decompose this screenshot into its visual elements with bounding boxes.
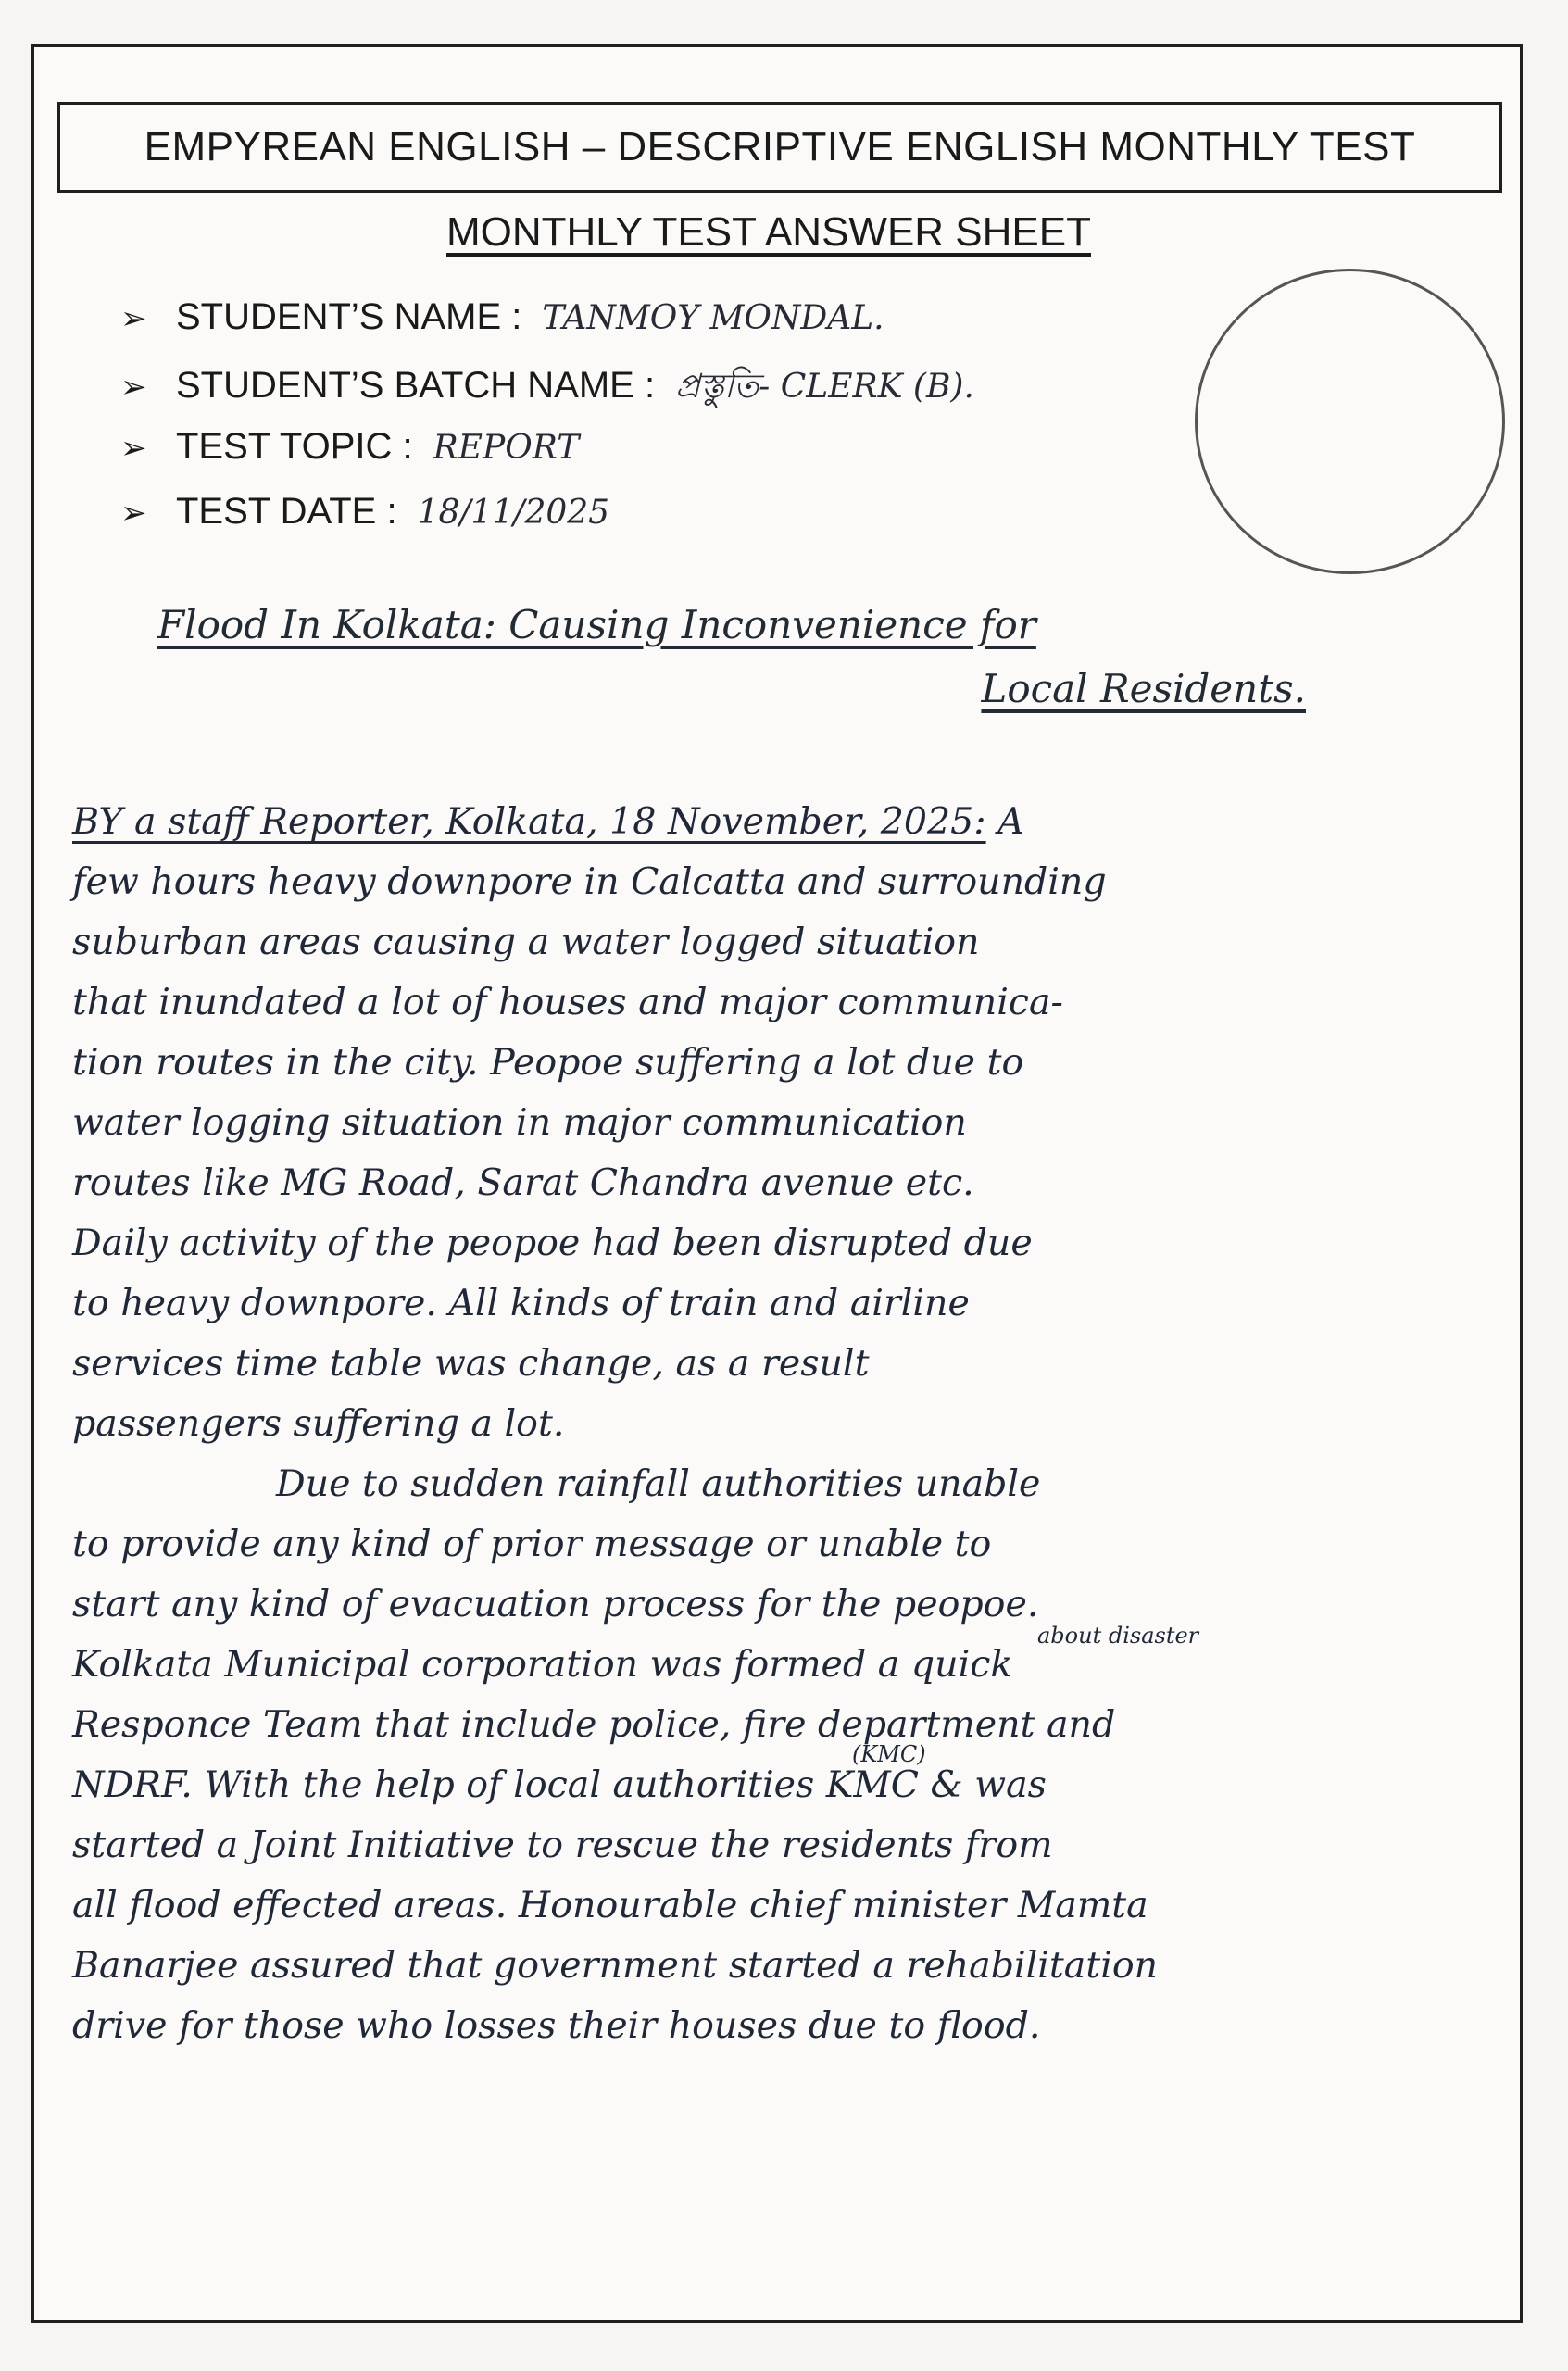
report-body bbox=[72, 792, 1517, 2056]
field-test-date bbox=[120, 491, 974, 556]
insert-kmc: (KMC) bbox=[852, 1741, 926, 1767]
body-line: NDRF. With the help of local authorities KMC & was bbox=[72, 1763, 1047, 1806]
body-line: Responce Team that include police, fire department and bbox=[72, 1703, 1116, 1746]
report-headline bbox=[157, 602, 1343, 711]
field-label: STUDENT’S BATCH NAME : bbox=[176, 365, 656, 406]
arrow-bullet-icon: ➢ bbox=[120, 369, 147, 406]
headline-line-1: Flood In Kolkata: Causing Inconvenience for bbox=[157, 602, 1036, 647]
field-value: 18/11/2025 bbox=[417, 494, 610, 532]
body-line: suburban areas causing a water logged situation bbox=[72, 921, 980, 963]
arrow-bullet-icon: ➢ bbox=[120, 300, 147, 337]
body-line: services time table was change, as a result bbox=[72, 1342, 870, 1385]
insert-about-disaster: about disaster bbox=[1037, 1623, 1199, 1649]
student-fields bbox=[120, 296, 974, 556]
arrow-bullet-icon: ➢ bbox=[120, 495, 147, 532]
field-value: প্রস্তুতি- CLERK (B). bbox=[675, 368, 974, 406]
field-student-name bbox=[120, 296, 974, 361]
body-line: that inundated a lot of houses and major communica- bbox=[72, 981, 1063, 1023]
body-line-text: A bbox=[997, 800, 1024, 843]
field-batch-name bbox=[120, 361, 974, 426]
header-title: EMPYREAN ENGLISH – DESCRIPTIVE ENGLISH MONTHLY TEST bbox=[144, 124, 1416, 169]
field-test-topic bbox=[120, 426, 974, 491]
sheet-subtitle: MONTHLY TEST ANSWER SHEET bbox=[446, 209, 1091, 255]
field-label: TEST TOPIC : bbox=[176, 426, 413, 467]
dateline: BY a staff Reporter, Kolkata, 18 November, 2025: bbox=[72, 800, 986, 843]
field-label: TEST DATE : bbox=[176, 491, 397, 532]
body-line: start any kind of evacuation process for the peopoe. bbox=[72, 1583, 1039, 1625]
body-line: passengers suffering a lot. bbox=[72, 1402, 565, 1445]
body-line: tion routes in the city. Peopoe suffering a lot due to bbox=[72, 1041, 1024, 1084]
body-line: Kolkata Municipal corporation was formed a quick bbox=[72, 1643, 1013, 1686]
body-line: to heavy downpore. All kinds of train and airline bbox=[72, 1282, 970, 1324]
body-line: Banarjee assured that government started a rehabilitation bbox=[72, 1944, 1159, 1987]
body-line: all flood effected areas. Honourable chief minister Mamta bbox=[72, 1884, 1148, 1926]
body-line: Due to sudden rainfall authorities unable bbox=[276, 1462, 1041, 1505]
field-value: TANMOY MONDAL. bbox=[542, 299, 884, 337]
body-line: Daily activity of the peopoe had been disrupted due bbox=[72, 1222, 1033, 1264]
body-line bbox=[72, 792, 1517, 852]
field-label: STUDENT’S NAME : bbox=[176, 296, 522, 337]
body-line: to provide any kind of prior message or unable to bbox=[72, 1523, 992, 1565]
arrow-bullet-icon: ➢ bbox=[120, 430, 147, 467]
headline-line-2: Local Residents. bbox=[981, 666, 1306, 711]
marks-circle bbox=[1195, 269, 1505, 574]
body-line: water logging situation in major communication bbox=[72, 1101, 967, 1144]
field-value: REPORT bbox=[433, 429, 580, 467]
body-line: drive for those who losses their houses due to flood. bbox=[72, 2004, 1041, 2047]
body-line: started a Joint Initiative to rescue the residents from bbox=[72, 1824, 1053, 1866]
body-line: few hours heavy downpore in Calcatta and surrounding bbox=[72, 860, 1107, 903]
body-line: routes like MG Road, Sarat Chandra avenue etc. bbox=[72, 1161, 974, 1204]
header-box bbox=[57, 102, 1502, 193]
